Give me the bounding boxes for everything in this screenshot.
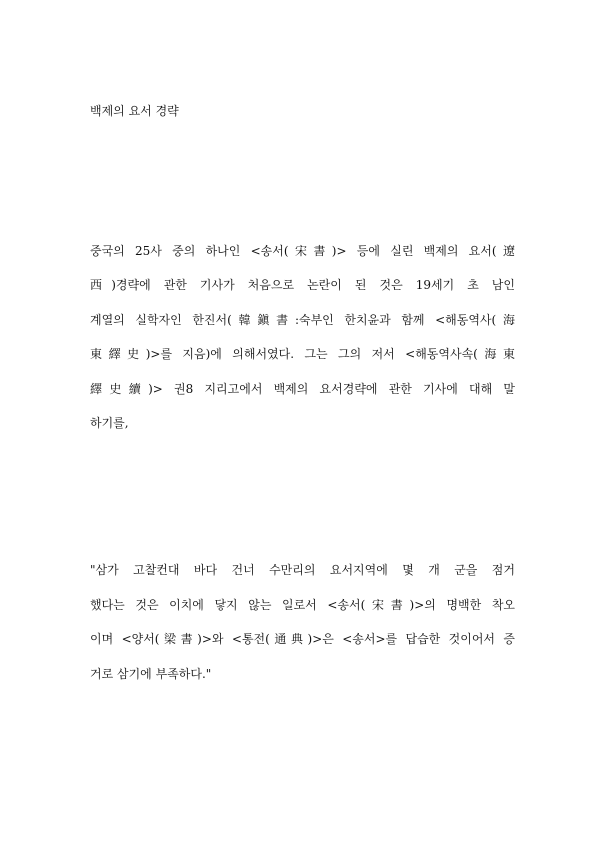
paragraph-1-line-2: 西)경략에 관한 기사가 처음으로 논란이 된 것은 19세기 초 남인 — [90, 278, 515, 292]
quote-line-2: 했다는 것은 이치에 닿지 않는 일로서 <송서(宋書)>의 명백한 착오 — [90, 598, 515, 612]
paragraph-1-line-6: 하기를, — [90, 416, 129, 430]
document-title: 백제의 요서 경략 — [90, 104, 179, 118]
quote-line-3: 이며 <양서(梁書)>와 <통전(通典)>은 <송서>를 답습한 것이어서 증 — [90, 632, 515, 646]
paragraph-1-line-1: 중국의 25사 중의 하나인 <송서(宋書)> 등에 실린 백제의 요서(遼 — [90, 244, 515, 258]
paragraph-1-line-4: 東繹史)>를 지음)에 의해서였다. 그는 그의 저서 <해동역사속(海東 — [90, 347, 515, 361]
quote-line-4: 거로 삼기에 부족하다." — [90, 667, 212, 681]
quote-line-1: "삼가 고찰컨대 바다 건너 수만리의 요서지역에 몇 개 군을 점거 — [90, 563, 515, 577]
paragraph-1-line-3: 계열의 실학자인 한진서(韓鎭書:숙부인 한치윤과 함께 <해동역사(海 — [90, 313, 515, 327]
paragraph-1-line-5: 繹史續)> 권8 지리고에서 백제의 요서경략에 관한 기사에 대해 말 — [90, 382, 515, 396]
